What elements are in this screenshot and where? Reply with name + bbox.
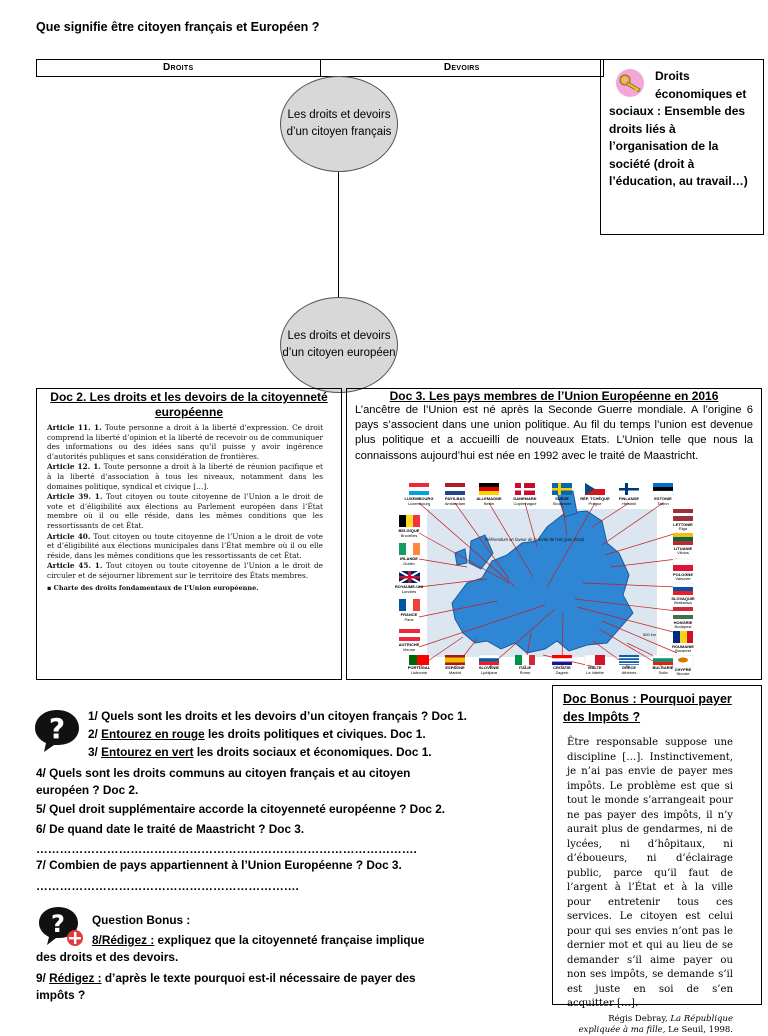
capital-label: Bratislava [674, 600, 692, 605]
capital-label: Sofia [658, 670, 668, 675]
question-icon [32, 707, 82, 753]
flag-label: LUXEMBOURG [404, 496, 434, 501]
flag-label: SLOVÉNIE [478, 665, 500, 670]
capital-label: Helsinki [621, 501, 637, 506]
flag-label: IRLANDE [400, 556, 418, 561]
quote-text: Être responsable suppose une discipline […]. Instinctivement, je n’ai pas envie de payer mes impôts. Le problème est que si tout le monde s’arrangeait pour ne pas payer des impôts, il n’y aurait plus de gendarmes, ni de lycées, ni d’hôpitaux, ni d’éboueurs, ni d’éclairage public, parce qu’il faut de l’argent à l’État et à la ville pour entretenir tous ces services. Le citoyen est celui pour qui ses envies n’ont pas le dernier mot et qui au lieu de se demander s’il aime payer ou non ses impôts, se demande s’il est juste en soi de s’en acquitter […]. [567, 737, 733, 1009]
flag-label: FINLANDE [618, 496, 640, 501]
flag-label: SLOVAQUIE [671, 596, 695, 601]
capital-label: Bucarest [675, 648, 691, 653]
question-2: 2/ Entourez en rouge les droits politiques et civiques. Doc 1. [88, 727, 426, 741]
flag-label: ROYAUME-UNI [394, 584, 424, 589]
question-8: 8/Rédigez : expliquez que la citoyenneté française implique des droits et des devoirs. [36, 933, 425, 964]
french-citizen-circle [280, 76, 398, 172]
capital-label: Copenhague [513, 501, 537, 506]
flag-label: PORTUGAL [407, 665, 431, 670]
flag-label: ROUMANIE [672, 644, 694, 649]
doc2-source: ▪ Charte des droits fondamentaux de l’Union européenne. [47, 583, 259, 592]
flag-label: POLOGNE [672, 572, 694, 577]
flag-label: BULGARIE [652, 665, 674, 670]
capital-label: Luxembourg [407, 501, 431, 506]
eu-map [394, 483, 697, 677]
doc2-box [36, 388, 342, 680]
article: Article 39. 1. Tout citoyen ou toute citoyenne de l’Union a le droit de vote et d’éligibilité aux élections au Parlement européen dans l’État membre où il ou elle réside, dans les mêmes conditions que les ressortissants de cet État. [47, 492, 323, 530]
capital-label: Nicosie [676, 671, 690, 676]
flag-label: GRÈCE [621, 665, 637, 670]
capital-label: Madrid [448, 670, 462, 675]
capital-label: Varsovie [675, 576, 691, 581]
map-note: Référendum en faveur de la sortie de l’UE (juin 2016) [485, 537, 584, 542]
article: Article 11. 1. Toute personne a droit à la liberté d’expression. Ce droit comprend la liberté d’opinion et la liberté de recevoir ou de communiquer des informations ou des idées sans qu’il puisse y avoir ingérence d’autorités publiques et sans considération de frontières. [47, 423, 324, 461]
doc2-title: Doc 2. Les droits et les devoirs de la citoyenneté européenne [50, 390, 328, 419]
capital-label: Londres [401, 589, 417, 594]
doc3-box [346, 388, 762, 680]
flag-label: ESPAGNE [445, 665, 465, 670]
question-5: 5/ Quel droit supplémentaire accorde la citoyenneté européenne ? Doc 2. [36, 802, 446, 816]
rights-column-header: Droits [163, 62, 194, 73]
map-scale: 500 km [643, 632, 657, 637]
flag-label: ALLEMAGNE [476, 496, 502, 501]
capital-label: Stockholm [552, 501, 572, 506]
flag-label: CHYPRE [674, 667, 692, 672]
svg-text:?: ? [48, 712, 66, 745]
article: Article 12. 1. Toute personne a droit à la liberté de réunion pacifique et à la liberté d’association à tous les niveaux, notamment dans les domaines politique, syndical et civique […]. [47, 462, 323, 491]
answer-line: …………………………………………………………. [36, 879, 299, 893]
bonus-question-title: Question Bonus : [92, 913, 191, 927]
flag-label: RÉP. TCHÈQUE [580, 496, 610, 501]
question-6: 6/ De quand date le traité de Maastricht ? Doc 3. [36, 822, 305, 836]
european-circle-label: Les droits et devoirs d’un citoyen européen [282, 330, 396, 359]
flag-label: LITUANIE [673, 546, 693, 551]
capital-label: Dublin [403, 561, 415, 566]
doc2-articles [47, 423, 323, 594]
definition-box [600, 59, 764, 235]
capital-label: Budapest [674, 624, 692, 629]
european-citizen-circle [280, 297, 398, 393]
flag-label: LETTONIE [673, 522, 693, 527]
flag-label: CROATIE [553, 665, 571, 670]
capital-label: Tallinn [657, 501, 669, 506]
bonus-doc-box [552, 685, 762, 1035]
definition-text: Droits économiques et sociaux : Ensemble des droits liés à l’organisation de la société (droit à l’éducation, au travail…) [609, 69, 748, 188]
capital-label: Riga [678, 526, 688, 531]
capital-label: Berlin [483, 501, 495, 506]
question-4: 4/ Quels sont les droits communs au citoyen français et au citoyen européen ? Doc 2. [36, 766, 411, 797]
doc3-title: Doc 3. Les pays membres de l’Union Européenne en 2016 [389, 389, 719, 403]
flag-label: HONGRIE [673, 620, 693, 625]
flag-label: SUÈDE [555, 496, 569, 501]
question-9: 9/ Rédigez : d’après le texte pourquoi est-il nécessaire de payer des impôts ? [36, 971, 416, 1002]
answer-line: ……………………………………………………………………………………. [36, 842, 417, 856]
flag-label: MALTE [588, 665, 602, 670]
flag-label: ITALIE [518, 665, 532, 670]
eu-map-graphic [394, 483, 697, 677]
question-7: 7/ Combien de pays appartiennent à l’Union Européenne ? Doc 3. [36, 858, 402, 872]
bonus-doc-title: Doc Bonus : Pourquoi payer des Impôts ? [563, 692, 732, 724]
capital-label: Athènes [621, 670, 637, 675]
rights-duties-table-header [36, 59, 604, 77]
question-3: 3/ Entourez en vert les droits sociaux et économiques. Doc 1. [88, 745, 432, 759]
capital-label: La Valette [586, 670, 604, 675]
capital-label: Rome [519, 670, 531, 675]
svg-text:?: ? [51, 910, 65, 938]
flag-label: PAYS-BAS [444, 496, 466, 501]
article: Article 40. Tout citoyen ou toute citoyenne de l’Union a le droit de vote et d’éligibilité aux élections municipales dans l’État membre où il ou elle réside, dans les mêmes conditions que les ressortissants de cet État. [47, 531, 323, 560]
question-1: 1/ Quels sont les droits et les devoirs d’un citoyen français ? Doc 1. [88, 709, 467, 723]
flag-label: AUTRICHE [398, 642, 420, 647]
doc3-text: L’ancêtre de l’Union est né après la Seconde Guerre mondiale. A l’origine 6 pays s’associent dans une union politique. Au fil du temps l’union est devenue plus politique et a accueilli de nouveaux Etats. L’Union telle que nous la connaissons aujourd’hui est née en 1992 avec le traité de Maastricht. [355, 404, 753, 462]
page-title: Que signifie être citoyen français et Européen ? [36, 20, 320, 34]
flag-label: ESTONIE [654, 496, 672, 501]
article: Article 45. 1. Tout citoyen ou toute citoyenne de l’Union a le droit de circuler et de séjourner librement sur le territoire des États membres. [47, 561, 323, 580]
capital-label: Prague [588, 501, 602, 506]
capital-label: Vienne [402, 647, 416, 652]
french-circle-label: Les droits et devoirs d’un citoyen français [286, 109, 392, 138]
flag-label: DANEMARK [513, 496, 537, 501]
flag-label: BELGIQUE [398, 528, 420, 533]
capital-label: Vilnius [677, 550, 689, 555]
capital-label: Amsterdam [444, 501, 466, 506]
capital-label: Paris [404, 617, 414, 622]
flag-label: FRANCE [400, 612, 418, 617]
capital-label: Bruxelles [400, 533, 418, 538]
bonus-doc-quote [567, 736, 733, 1036]
capital-label: Lisbonne [410, 670, 428, 675]
capital-label: Zagreb [555, 670, 569, 675]
quote-source: Régis Debray, La République expliquée à ma fille, Le Seuil, 1998. [578, 1013, 733, 1035]
capital-label: Ljubljana [480, 670, 498, 675]
key-icon [613, 68, 649, 98]
duties-column-header: Devoirs [320, 60, 604, 76]
